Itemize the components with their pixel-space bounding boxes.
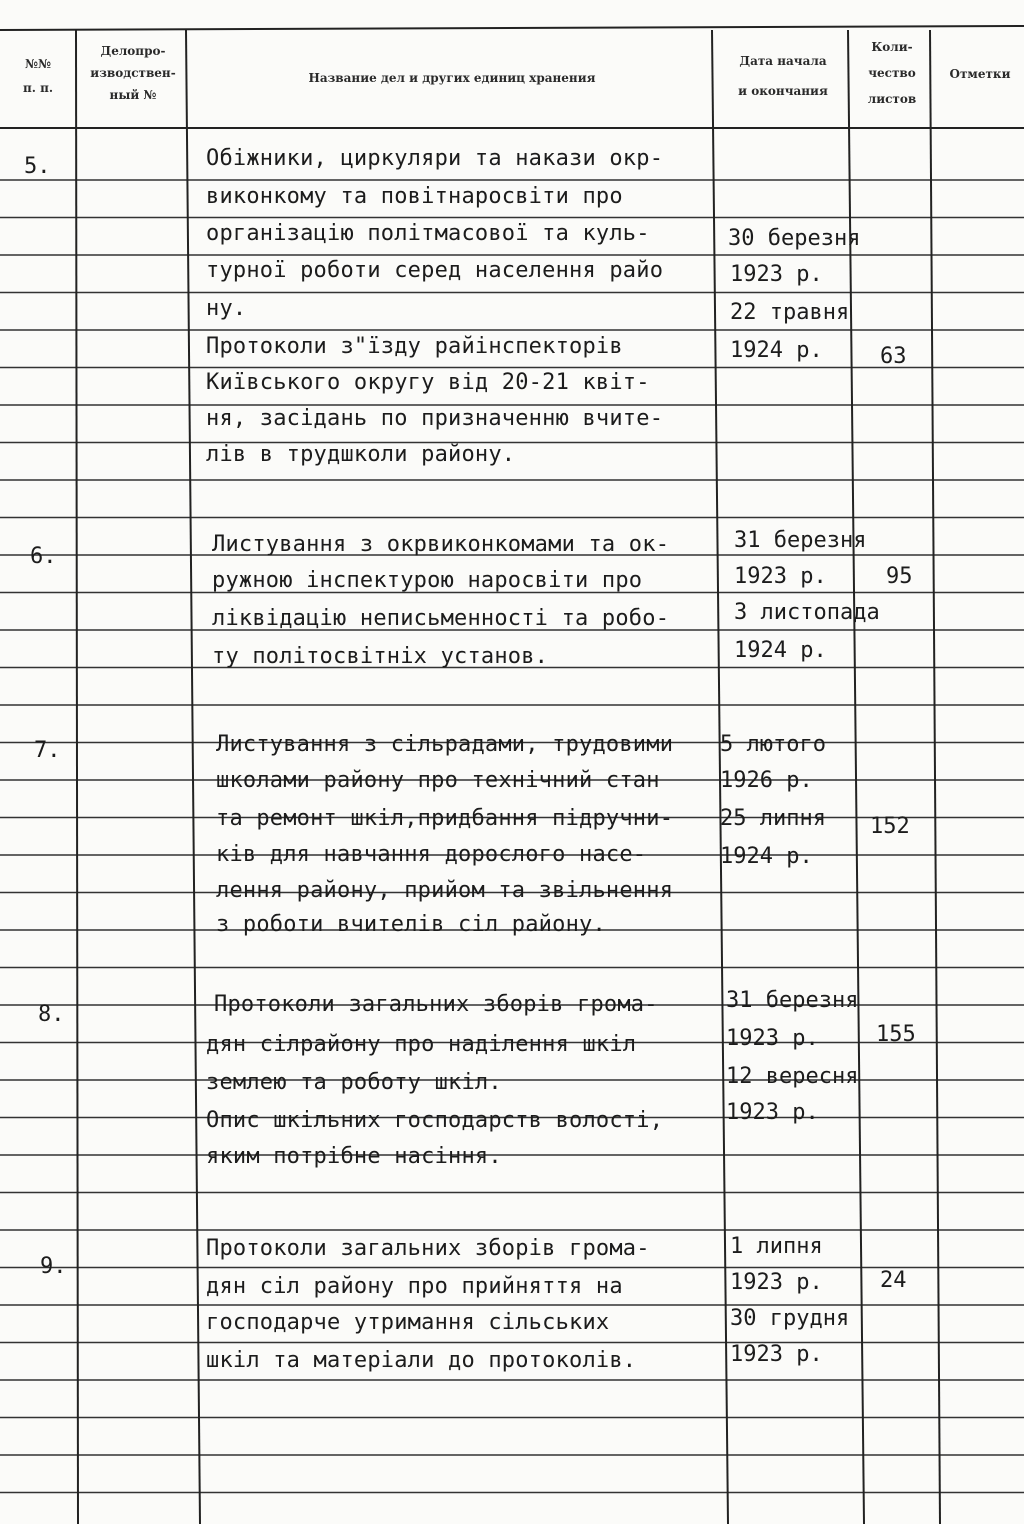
entry-leaf-count: 63 [880,344,907,369]
entry-title-line: Обіжники, циркуляри та накази окр- [206,146,664,171]
entry-number: 6. [30,544,57,569]
entry-title-line: ту політосвітніх установ. [212,644,549,669]
entry-title-line: виконкому та повітнаросвіти про [206,184,623,209]
entry-title-line: Листування з окрвиконкомами та ок- [212,532,670,557]
entry-title-line: Протоколи загальних зборів грома- [214,992,658,1017]
entry-date: 31 березня [726,988,859,1013]
entry-date: 1923 р. [734,564,827,589]
entry-date: 22 травня [730,300,850,325]
entry-date: 1923 р. [730,262,823,287]
entry-title-line: Протоколи загальних зборів грома- [206,1236,650,1261]
entry-title-line: господарче утримання сільських [206,1310,610,1335]
entry-title-line: лів в трудшколи району. [206,442,516,467]
entry-title-line: ну. [206,296,247,321]
header-col-title: Название дел и других единиц хранения [308,71,596,85]
entry-title-line: ружною інспектурою наросвіти про [212,568,643,593]
entry-date: 1924 р. [734,638,827,663]
entry-leaf-count: 24 [880,1268,907,1293]
entry-title-line: Опис шкільних господарств волості, [206,1108,664,1133]
entry-leaf-count: 152 [870,814,910,839]
entry-date: 1924 р. [720,844,813,869]
entry-title-line: шкіл та матеріали до протоколів. [206,1348,637,1373]
entry-title-line: ня, засідань по призначенню вчите- [206,406,664,431]
entry-title-line: школами району про технічний стан [216,768,660,793]
entry-title-line: та ремонт шкіл,придбання підручни- [216,806,674,831]
header-col-leaf-count: Коли- чество листов [867,40,917,106]
header-col-dates: Дата начала и окончания [738,54,828,98]
entry-number: 8. [38,1002,65,1027]
entry-number: 9. [40,1254,67,1279]
entry-date: 25 липня [720,806,826,831]
entry-number: 5. [24,154,51,179]
entry-date: 1924 р. [730,338,823,363]
entry-title-line: ків для навчання дорослого насе- [216,842,647,867]
entry-date: 1926 р. [720,768,813,793]
entry-date: 3 листопада [734,600,880,625]
entry-date: 31 березня [734,528,867,553]
entry-date: 12 вересня [726,1064,859,1089]
entry-date: 1923 р. [726,1026,819,1051]
entry-title-line: дян сіл району про прийняття на [206,1274,623,1299]
entry-title-line: організацію політмасової та куль- [206,221,650,246]
header-col-number: №№ п. п. [22,57,54,95]
entry-title-line: Протоколи з"їзду райінспекторів [206,334,623,359]
entry-title-line: Листування з сільрадами, трудовими [216,732,674,757]
entry-date: 1923 р. [730,1342,823,1367]
entry-date: 1 липня [730,1234,823,1259]
header-col-notes: Отметки [949,67,1011,81]
entry-title-line: з роботи вчителів сіл району. [216,912,606,937]
entry-title-line: Київського округу від 20-21 квіт- [206,370,650,395]
entry-date: 1923 р. [726,1100,819,1125]
entry-date: 30 березня [728,226,861,251]
entry-title-line: дян сілрайону про наділення шкіл [206,1032,637,1057]
entry-date: 30 грудня [730,1306,850,1331]
entry-date: 1923 р. [730,1270,823,1295]
header-col-office-number: Делопро- изводствен- ный № [90,44,176,102]
entry-title-line: ліквідацію неписьменності та робо- [212,606,670,631]
entry-title-line: землею та роботу шкіл. [206,1070,502,1095]
entry-number: 7. [34,738,61,763]
entry-leaf-count: 95 [886,564,913,589]
entry-date: 5 лютого [720,732,826,757]
entry-title-line: турної роботи серед населення райо [206,258,664,283]
entry-title-line: лення району, прийом та звільнення [216,878,674,903]
entry-leaf-count: 155 [876,1022,916,1047]
entry-title-line: яким потрібне насіння. [206,1144,502,1169]
